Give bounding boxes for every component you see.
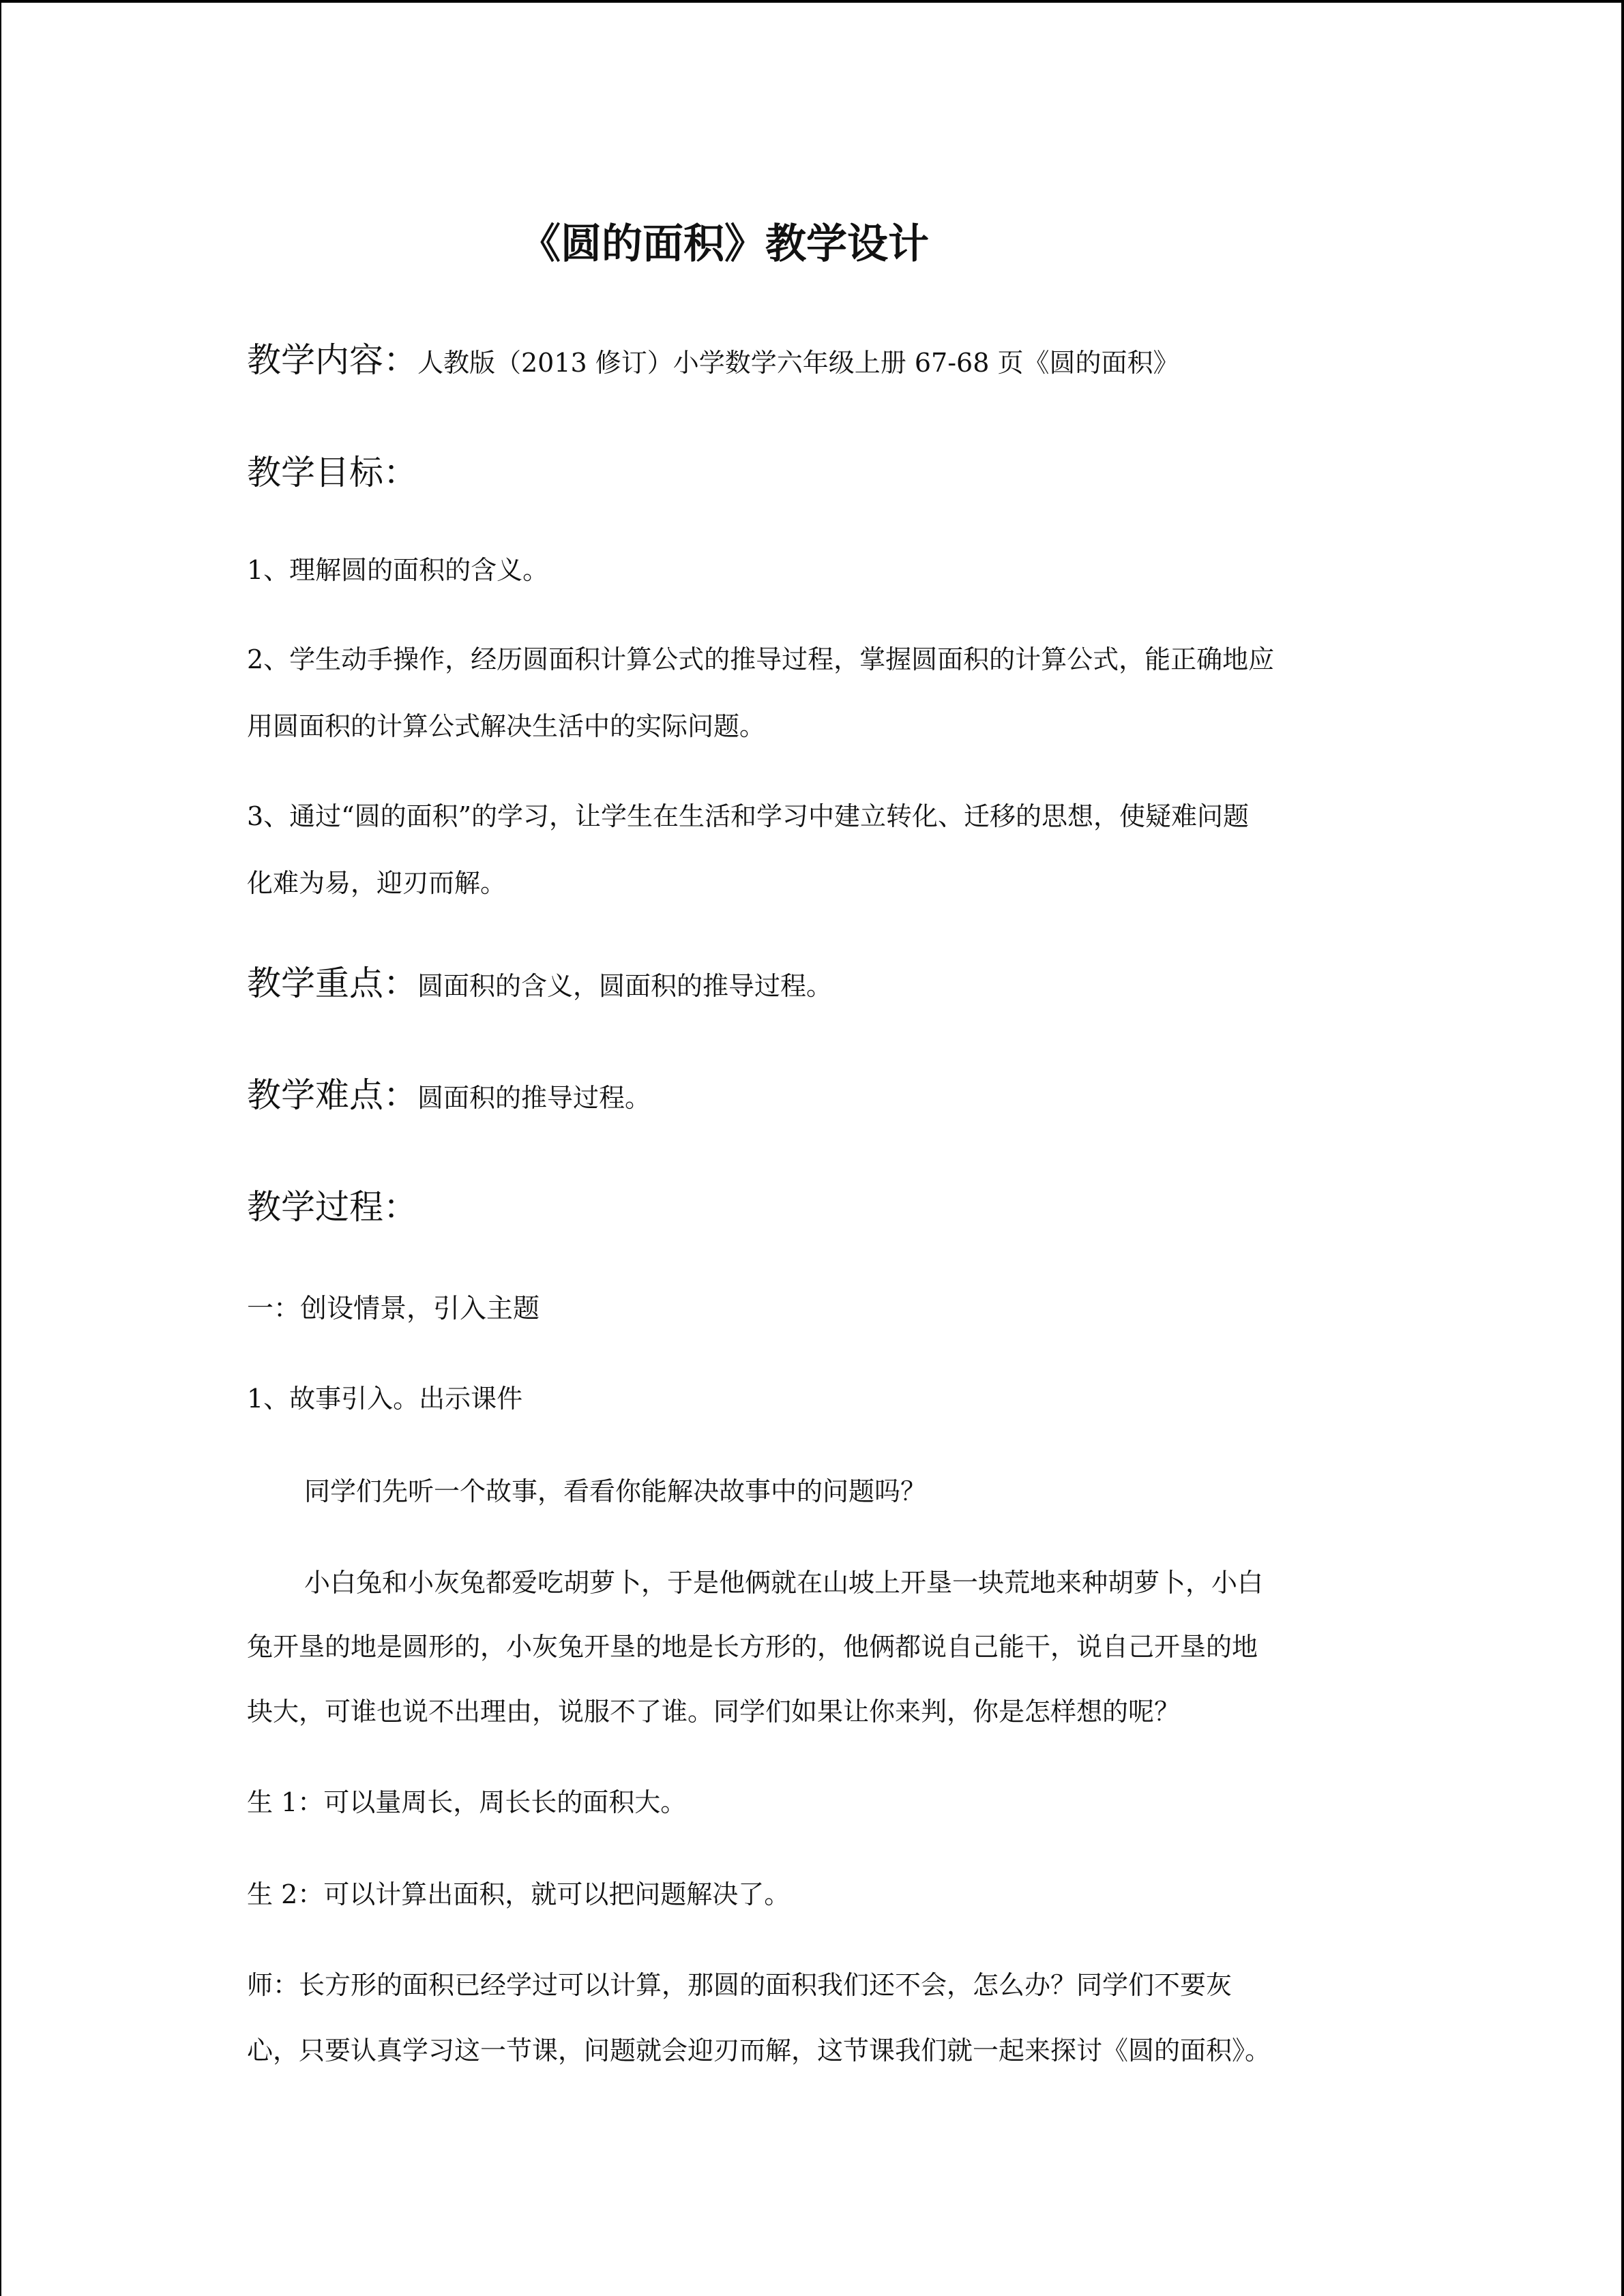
content-row — [247, 333, 1179, 382]
objectives-heading: 教学目标： — [247, 453, 417, 492]
process-line: 师：长方形的面积已经学过可以计算，那圆的面积我们还不会，怎么办？同学们不要灰 — [247, 1970, 1232, 2000]
page-border-top — [0, 0, 1624, 3]
page-border-left — [0, 0, 1, 2296]
key-point-label: 教学重点： — [247, 964, 417, 1003]
process-heading: 教学过程： — [247, 1187, 417, 1227]
content-text: 人教版（2013 修订）小学数学六年级上册 67-68 页《圆的面积》 — [417, 348, 1179, 378]
page-border-right — [1621, 0, 1624, 2296]
objective-item: 1、理解圆的面积的含义。 — [247, 555, 549, 585]
key-point-text: 圆面积的含义，圆面积的推导过程。 — [417, 971, 833, 1001]
objective-item: 3、通过“圆的面积”的学习，让学生在生活和学习中建立转化、迁移的思想，使疑难问题 — [247, 801, 1250, 831]
document-title: 《圆的面积》教学设计 — [520, 220, 929, 268]
process-line: 1、故事引入。出示课件 — [247, 1384, 523, 1414]
process-line: 生 1：可以量周长，周长长的面积大。 — [247, 1787, 687, 1817]
difficulty-label: 教学难点： — [247, 1075, 417, 1115]
process-line: 同学们先听一个故事，看看你能解决故事中的问题吗？ — [304, 1476, 927, 1506]
difficulty-row — [247, 1068, 651, 1117]
process-line: 兔开垦的地是圆形的，小灰兔开垦的地是长方形的，他俩都说自己能干，说自己开垦的地 — [247, 1632, 1258, 1662]
key-point-row — [247, 956, 832, 1005]
objective-item: 用圆面积的计算公式解决生活中的实际问题。 — [247, 711, 766, 741]
process-line: 小白兔和小灰兔都爱吃胡萝卜，于是他俩就在山坡上开垦一块荒地来种胡萝卜，小白 — [304, 1568, 1264, 1598]
objective-item: 2、学生动手操作，经历圆面积计算公式的推导过程，掌握圆面积的计算公式，能正确地应 — [247, 644, 1275, 674]
objective-item: 化难为易，迎刃而解。 — [247, 868, 507, 898]
content-label: 教学内容： — [247, 340, 417, 380]
process-line: 心，只要认真学习这一节课，问题就会迎刃而解，这节课我们就一起来探讨《圆的面积》。 — [247, 2036, 1271, 2066]
part1-heading: 一：创设情景，引入主题 — [247, 1294, 540, 1324]
process-line: 块大，可谁也说不出理由，说服不了谁。同学们如果让你来判，你是怎样想的呢？ — [247, 1697, 1181, 1727]
difficulty-text: 圆面积的推导过程。 — [417, 1083, 651, 1113]
process-line: 生 2：可以计算出面积，就可以把问题解决了。 — [247, 1879, 791, 1909]
